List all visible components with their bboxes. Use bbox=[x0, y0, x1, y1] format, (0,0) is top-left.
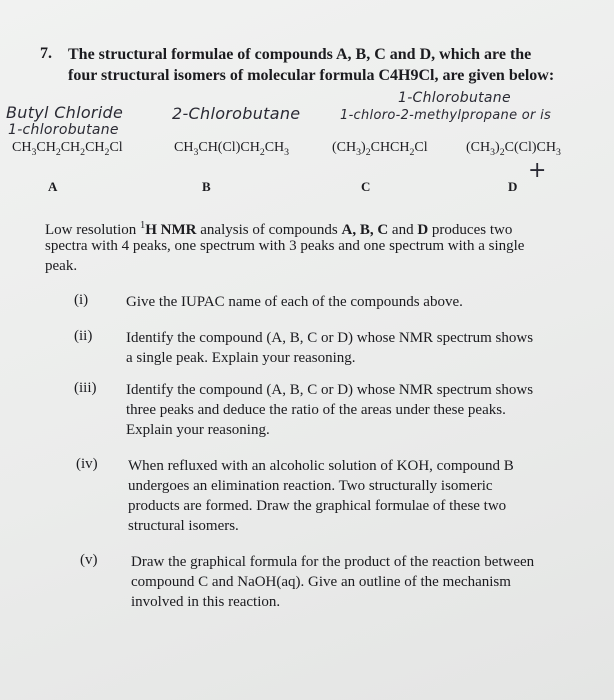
label-a: A bbox=[48, 179, 58, 194]
part-ii-line-1: Identify the compound (A, B, C or D) whose NMR spectrum shows bbox=[126, 330, 534, 346]
part-v-line-2: compound C and NaOH(aq). Give an outline of the mechanism bbox=[131, 574, 511, 590]
part-i-number: (i) bbox=[74, 292, 89, 308]
part-iii-line-3: Explain your reasoning. bbox=[126, 422, 270, 438]
part-v-line-3: involved in this reaction. bbox=[131, 594, 281, 610]
part-iv-line-4: structural isomers. bbox=[128, 518, 239, 534]
handwritten-mark: + bbox=[528, 158, 547, 183]
formula-c: $(CH_3)_2CHCH_2Cl$ bbox=[332, 140, 428, 158]
part-iii-line-2: three peaks and deduce the ratio of the areas under these peaks. bbox=[126, 402, 506, 418]
part-v-number: (v) bbox=[80, 552, 98, 568]
part-iii-line-1: Identify the compound (A, B, C or D) whose NMR spectrum shows bbox=[126, 382, 534, 398]
formula-a: $CH_3CH_2CH_2CH_2Cl$ bbox=[12, 140, 123, 158]
formula-b: $CH_3CH(Cl)CH_2CH_3$ bbox=[174, 140, 290, 158]
formula-d: $(CH_3)_2C(Cl)CH_3$ bbox=[466, 140, 561, 158]
intro-line-2: spectra with 4 peaks, one spectrum with 3 peaks and one spectrum with a single bbox=[45, 238, 525, 254]
part-iv-number: (iv) bbox=[76, 456, 98, 472]
handwritten-note-a2: 1-chlorobutane bbox=[8, 122, 119, 138]
part-v-line-1: Draw the graphical formula for the product of the reaction between bbox=[131, 554, 535, 570]
handwritten-note-b: 2-Chlorobutane bbox=[172, 104, 301, 123]
part-i-line-1: Give the IUPAC name of each of the compounds above. bbox=[126, 294, 463, 310]
part-ii-line-2: a single peak. Explain your reasoning. bbox=[126, 350, 356, 366]
question-line-1: The structural formulae of compounds A, B, C and D, which are the bbox=[68, 46, 532, 63]
part-iii-number: (iii) bbox=[74, 380, 97, 396]
intro-line-3: peak. bbox=[45, 258, 78, 274]
handwritten-note-a: Butyl Chloride bbox=[6, 103, 124, 122]
label-d: D bbox=[508, 179, 518, 194]
part-ii-number: (ii) bbox=[74, 328, 93, 344]
handwritten-note-c: 1-Chlorobutane bbox=[398, 90, 511, 106]
intro-line-1: Low resolution $^1$H NMR analysis of compounds A, B, C and D produces two bbox=[45, 220, 513, 238]
question-line-2: four structural isomers of molecular formula C4H9Cl, are given below: bbox=[68, 67, 555, 84]
label-c: C bbox=[361, 179, 371, 194]
part-iv-line-3: products are formed. Draw the graphical formulae of these two bbox=[128, 498, 507, 514]
part-iv-line-2: undergoes an elimination reaction. Two structurally isomeric bbox=[128, 478, 493, 494]
question-number: 7. bbox=[40, 45, 52, 62]
part-iv-line-1: When refluxed with an alcoholic solution of KOH, compound B bbox=[128, 458, 514, 474]
label-b: B bbox=[202, 179, 211, 194]
handwritten-note-d: 1-chloro-2-methylpropane or is bbox=[340, 108, 552, 123]
